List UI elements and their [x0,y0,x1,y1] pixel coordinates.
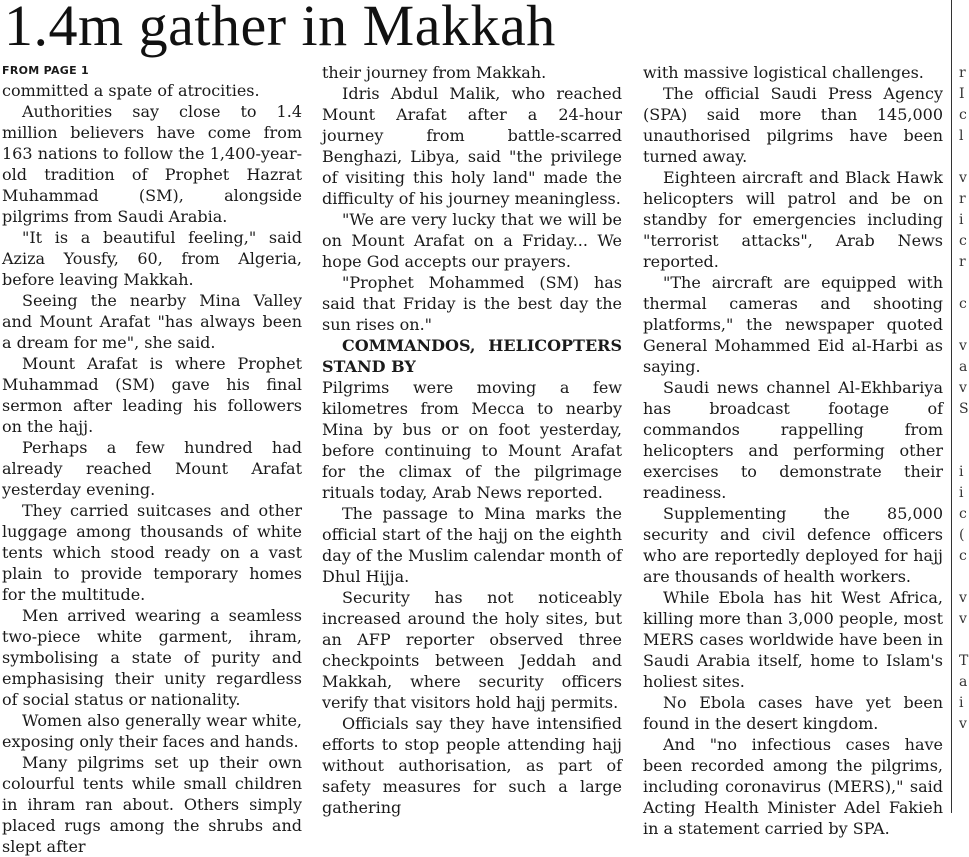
edge-letter: S [959,401,969,417]
paragraph: Authorities say close to 1.4 million believers have come from 163 nations to follow the 1,400-year-old tradition of Prophet Hazrat Muhammad (SM), alongside pilgrims from Saudi Arabia. [2,102,302,226]
edge-letter [959,273,967,294]
paragraph: Idris Abdul Malik, who reached Mount Arafat after a 24-hour journey from battle-scarred Benghazi, Libya, said "the privilege of visiting this holy land" made the difficulty of his journey meaningless. [322,84,622,208]
paragraph: And "no infectious cases have been recorded among the pilgrims, including coronavirus (MERS)," said Acting Health Minister Adel Fakieh in a statement carried by SPA. [643,735,943,838]
paragraph: Many pilgrims set up their own colourful tents while small children in ihram ran about. Others simply placed rugs among the shrubs and slept after [2,753,302,856]
edge-letter [959,315,967,336]
paragraph: Officials say they have intensified efforts to stop people attending hajj without authorisation, as part of safety measures for such a large gathering [322,714,622,817]
edge-letter: v [959,380,967,396]
edge-letter: r [959,65,966,81]
paragraph: "The aircraft are equipped with thermal cameras and shooting platforms," the newspaper quoted General Mohammed Eid al-Harbi as saying. [643,273,943,376]
edge-letter: c [959,296,967,312]
edge-letter: c [959,548,967,564]
edge-letter [959,630,967,651]
edge-letter: v [959,170,967,186]
paragraph: Eighteen aircraft and Black Hawk helicopters will patrol and be on standby for emergencies including "terrorist attacks", Arab News reported. [643,168,943,271]
edge-letter: I [959,86,965,102]
edge-letter: c [959,107,967,123]
edge-letter [959,147,967,168]
edge-letter: r [959,191,966,207]
paragraph: "It is a beautiful feeling," said Aziza Yousfy, 60, from Algeria, before leaving Makkah. [2,228,302,289]
article-column-2 [322,62,622,818]
subhead: COMMANDOS, HELICOPTERS STAND BY [322,336,622,376]
edge-letter: T [959,653,969,669]
edge-letter: r [959,254,966,270]
article-column-3 [643,62,943,839]
paragraph: They carried suitcases and other luggage among thousands of white tents which stood ready on a vast plain to provide temporary homes for the multitude. [2,501,302,604]
edge-letter: i [959,695,964,711]
edge-letter: a [959,359,968,375]
edge-letter: v [959,716,967,732]
edge-letter [959,567,967,588]
paragraph: Supplementing the 85,000 security and civil defence officers who are reportedly deployed for hajj are thousands of health workers. [643,504,943,586]
edge-letter: a [959,674,968,690]
paragraph: Mount Arafat is where Prophet Muhammad (SM) gave his final sermon after leading his followers on the hajj. [2,354,302,436]
paragraph: Men arrived wearing a seamless two-piece white garment, ihram, symbolising a state of purity and emphasising their unity regardless of social status or nationality. [2,606,302,709]
edge-letter [959,420,967,441]
edge-letter: i [959,485,964,501]
edge-letter: v [959,611,967,627]
column-1-paragraphs [2,80,302,857]
edge-letter [959,42,967,63]
paragraph: Seeing the nearby Mina Valley and Mount Arafat "has always been a dream for me", she said. [2,291,302,352]
edge-letter: v [959,590,967,606]
edge-letter: ( [959,527,965,543]
paragraph: While Ebola has hit West Africa, killing more than 3,000 people, most MERS cases worldwide have been in Saudi Arabia itself, home to Islam's holiest sites. [643,588,943,691]
paragraph: their journey from Makkah. [322,63,547,82]
edge-letter: c [959,233,967,249]
paragraph: The official Saudi Press Agency (SPA) said more than 145,000 unauthorised pilgrims have been turned away. [643,84,943,166]
column-3-paragraphs [643,62,943,839]
article-column-1 [2,62,302,857]
headline: 1.4m gather in Makkah [4,0,556,58]
edge-letter: i [959,464,964,480]
paragraph: Perhaps a few hundred had already reached Mount Arafat yesterday evening. [2,438,302,499]
paragraph: Saudi news channel Al-Ekhbariya has broadcast footage of commandos rappelling from helicopters and performing other exercises to demonstrate their readiness. [643,378,943,502]
edge-letter: v [959,338,967,354]
edge-letter [959,21,967,42]
paragraph: Pilgrims were moving a few kilometres from Mecca to nearby Mina by bus or on foot yesterday, before continuing to Mount Arafat for the climax of the pilgrimage rituals today, Arab News reported. [322,378,622,502]
edge-letter [959,0,967,21]
paragraph: "Prophet Mohammed (SM) has said that Friday is the best day the sun rises on." [322,273,622,334]
column-2-paragraphs [322,62,622,335]
column-rule [951,0,952,813]
paragraph: Women also generally wear white, exposing only their faces and hands. [2,711,302,751]
edge-letter: c [959,506,967,522]
paragraph: Security has not noticeably increased around the holy sites, but an AFP reporter observed three checkpoints between Jeddah and Makkah, where security officers verify that visitors hold hajj permits. [322,588,622,712]
paragraph: "We are very lucky that we will be on Mount Arafat on a Friday... We hope God accepts our prayers. [322,210,622,271]
paragraph: committed a spate of atrocities. [2,81,260,100]
from-page-label: FROM PAGE 1 [2,64,90,77]
column-2-paragraphs-after [322,377,622,818]
edge-letter [959,441,967,462]
paragraph: No Ebola cases have yet been found in the desert kingdom. [643,693,943,733]
edge-letter: l [959,128,964,144]
paragraph: with massive logistical challenges. [643,63,924,82]
paragraph: The passage to Mina marks the official start of the hajj on the eighth day of the Muslim calendar month of Dhul Hijja. [322,504,622,586]
adjacent-article-edge [959,0,967,813]
edge-letter: i [959,212,964,228]
